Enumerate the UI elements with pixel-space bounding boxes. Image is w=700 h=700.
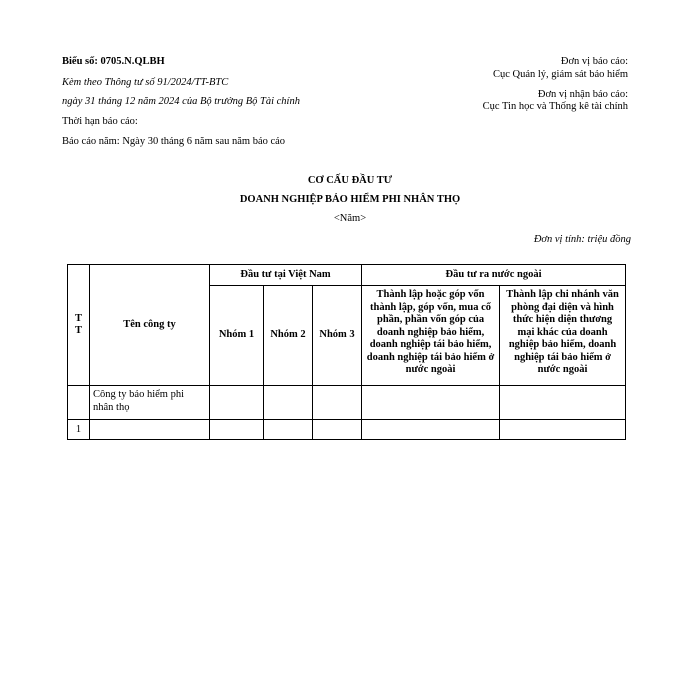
title-line2: DOANH NGHIỆP BẢO HIỂM PHI NHÂN THỌ (239, 194, 461, 205)
title-line1: CƠ CẤU ĐẦU TƯ (307, 175, 393, 186)
reporting-unit-label: Đơn vị báo cáo: (560, 56, 628, 67)
row-company-label: Công ty bảo hiểm phi nhân thọ (90, 386, 210, 420)
col-abroad-establish-header: Thành lập hoặc góp vốn thành lập, góp vốn, mua cổ phần, phần vốn góp của doanh nghiệp bảo hiểm, doanh nghiệp tái bảo hiểm, doanh nghiệp tái bảo hiểm ở nước ngoài (362, 286, 500, 386)
col-nhom2-header: Nhóm 2 (264, 286, 313, 386)
group-abroad-header: Đầu tư ra nước ngoài (362, 265, 626, 286)
col-tt-header: T T (68, 265, 90, 386)
receiving-unit: Cục Tin học và Thống kê tài chính (482, 101, 628, 112)
cell-row1-nhom3[interactable] (313, 420, 362, 440)
cell-row1-nhom1[interactable] (210, 420, 264, 440)
reporting-unit: Cục Quản lý, giám sát bảo hiểm (492, 69, 628, 80)
form-code: Biểu số: 0705.N.QLBH (62, 56, 165, 67)
deadline-label: Thời hạn báo cáo: (62, 116, 138, 127)
cell-nhom3[interactable] (313, 386, 362, 420)
cell-abroad-branch[interactable] (500, 386, 626, 420)
col-nhom1-header: Nhóm 1 (210, 286, 264, 386)
col-abroad-branch-header: Thành lập chi nhánh văn phòng đại diện và hình thức hiện diện thương mại khác của doanh nghiệp bảo hiểm, doanh nghiệp tái bảo hiểm ở nước ngoài (500, 286, 626, 386)
row-company-tt[interactable] (68, 386, 90, 420)
row-index: 1 (68, 420, 90, 440)
report-year: <Năm> (333, 213, 367, 224)
annual-report-deadline: Báo cáo năm: Ngày 30 tháng 6 năm sau năm báo cáo (62, 136, 286, 147)
group-vietnam-header: Đầu tư tại Việt Nam (210, 265, 362, 286)
receiving-unit-label: Đơn vị nhận báo cáo: (537, 89, 628, 100)
attached-circular: Kèm theo Thông tư số 91/2024/TT-BTC (62, 77, 229, 88)
unit-of-measure: Đơn vị tính: triệu đồng (533, 234, 631, 245)
cell-row1-company[interactable] (90, 420, 210, 440)
issued-date: ngày 31 tháng 12 năm 2024 của Bộ trưởng Bộ Tài chính (62, 96, 300, 107)
investment-structure-table (67, 264, 626, 440)
col-company-header: Tên công ty (90, 265, 210, 386)
cell-row1-abroad-establish[interactable] (362, 420, 500, 440)
cell-row1-nhom2[interactable] (264, 420, 313, 440)
cell-abroad-establish[interactable] (362, 386, 500, 420)
cell-nhom1[interactable] (210, 386, 264, 420)
cell-nhom2[interactable] (264, 386, 313, 420)
cell-row1-abroad-branch[interactable] (500, 420, 626, 440)
col-nhom3-header: Nhóm 3 (313, 286, 362, 386)
